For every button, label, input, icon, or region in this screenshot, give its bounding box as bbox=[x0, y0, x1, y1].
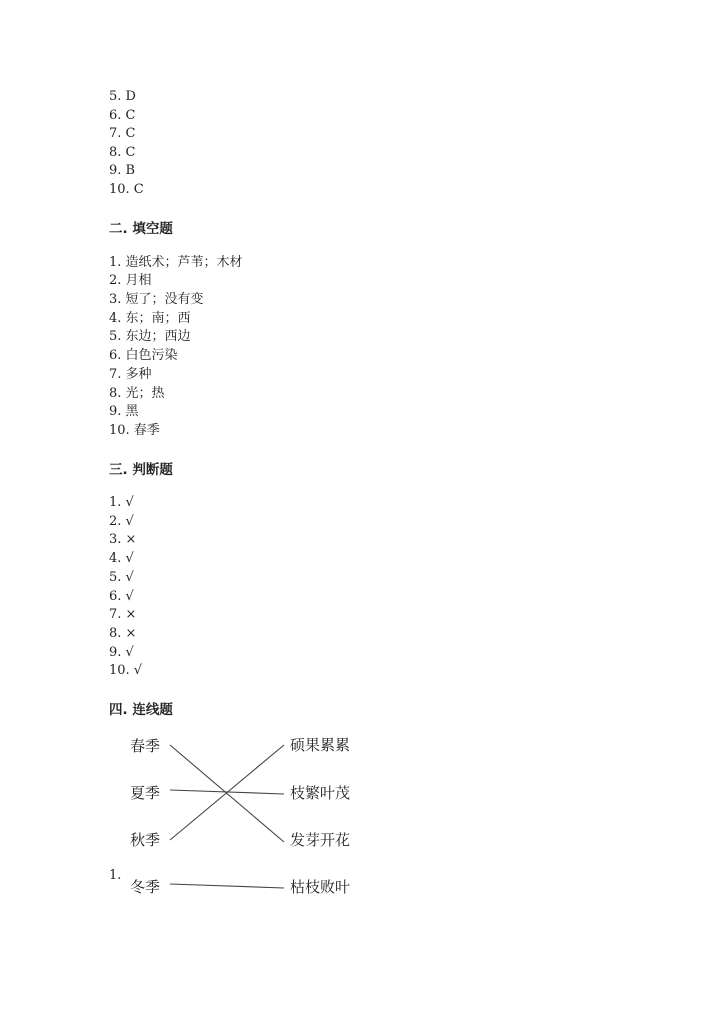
right-item-harvest: 硕果累累 bbox=[290, 736, 351, 754]
choice-answer-10: 10. C bbox=[109, 182, 144, 197]
judge-answer-10: 10. √ bbox=[109, 663, 143, 678]
left-item-spring: 春季 bbox=[130, 737, 161, 755]
fill-answer-9: 9. 黑 bbox=[109, 404, 139, 419]
choice-answer-7: 7. C bbox=[109, 126, 136, 141]
choice-answer-9: 9. B bbox=[109, 163, 136, 178]
fill-answer-4: 4. 东；南；西 bbox=[109, 311, 191, 326]
fill-answer-6: 6. 白色污染 bbox=[109, 348, 178, 363]
judge-answer-6: 6. √ bbox=[109, 589, 134, 604]
right-item-withered: 枯枝败叶 bbox=[290, 878, 351, 896]
choice-answer-5: 5. D bbox=[109, 89, 136, 104]
section-title-true-false: 三. 判断题 bbox=[109, 462, 173, 478]
right-item-sprouting: 发芽开花 bbox=[290, 831, 351, 849]
judge-answer-1: 1. √ bbox=[109, 495, 134, 510]
matching-lines bbox=[170, 745, 284, 888]
matching-question-number: 1. bbox=[109, 868, 122, 883]
judge-answer-2: 2. √ bbox=[109, 514, 134, 529]
judge-answer-5: 5. √ bbox=[109, 570, 134, 585]
fill-answer-1: 1. 造纸术；芦苇；木材 bbox=[109, 255, 243, 270]
match-line-4 bbox=[170, 884, 284, 888]
fill-answer-7: 7. 多种 bbox=[109, 367, 152, 382]
judge-answer-9: 9. √ bbox=[109, 645, 134, 660]
fill-answer-5: 5. 东边；西边 bbox=[109, 329, 191, 344]
fill-answer-10: 10. 春季 bbox=[109, 423, 160, 438]
judge-answer-3: 3. × bbox=[109, 532, 137, 547]
choice-answer-6: 6. C bbox=[109, 108, 136, 123]
fill-answer-3: 3. 短了；没有变 bbox=[109, 292, 204, 307]
left-item-winter: 冬季 bbox=[130, 878, 161, 896]
section-title-matching: 四. 连线题 bbox=[109, 702, 173, 718]
section-title-fill-blank: 二. 填空题 bbox=[109, 221, 173, 237]
left-item-autumn: 秋季 bbox=[130, 831, 161, 849]
right-item-lush: 枝繁叶茂 bbox=[290, 784, 351, 802]
fill-answer-2: 2. 月相 bbox=[109, 273, 152, 288]
left-item-summer: 夏季 bbox=[130, 784, 161, 802]
fill-answer-8: 8. 光；热 bbox=[109, 386, 165, 401]
judge-answer-7: 7. × bbox=[109, 607, 137, 622]
judge-answer-8: 8. × bbox=[109, 626, 137, 641]
choice-answer-8: 8. C bbox=[109, 145, 136, 160]
judge-answer-4: 4. √ bbox=[109, 551, 134, 566]
